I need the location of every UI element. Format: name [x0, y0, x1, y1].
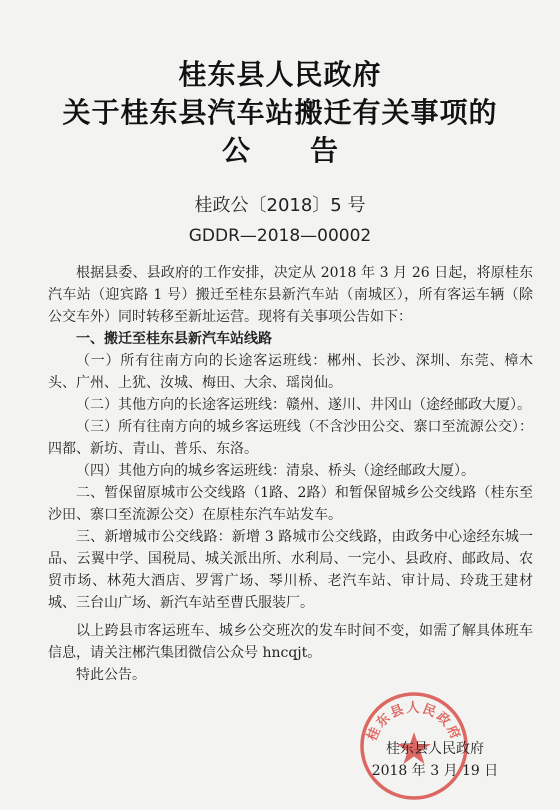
title-line-1: 桂东县人民政府	[178, 58, 382, 91]
paragraph-section-2: 二、暂保留原城市公交线路（1路、2路）和暂保留城乡公交线路（桂东至沙田、寨口至流源公交）在原桂东汽车站发车。	[48, 485, 533, 523]
paragraph-intro: 根据县委、县政府的工作安排，决定从 2018 年 3 月 26 日起，将原桂东汽车站（迎宾路 1 号）搬迁至桂东县新汽车站（南城区），所有客运车辆（除公交车外）同时转移至新址运营。现将有关事项公告如下：	[48, 265, 533, 325]
paragraph-end: 特此公告。	[76, 667, 146, 683]
signature-org: 桂东县人民政府	[386, 741, 484, 757]
signature-date: 2018 年 3 月 19 日	[371, 763, 499, 779]
paragraph-closing: 以上跨县市客运班车、城乡公交班次的发车时间不变，如需了解具体班车信息，请关注郴汽集团微信公众号 hncqjt。	[48, 623, 533, 661]
signature-block	[330, 738, 540, 782]
paragraph-1-4: （四）其他方向的城乡客运班线：清泉、桥头（途经邮政大厦）。	[76, 463, 475, 479]
paragraph-1-2: （二）其他方向的长途客运班线：赣州、遂川、井冈山（途经邮政大厦）。	[76, 397, 531, 413]
seal-text: 桂东县人民政府	[364, 701, 464, 744]
heading-section-1: 一、搬迁至桂东县新汽车站线路	[76, 331, 272, 347]
body-text	[48, 262, 533, 686]
title-line-3: 公告	[221, 134, 398, 167]
paragraph-section-3: 三、新增城市公交线路：新增 3 路城市公交线路，由政务中心途经东城一品、云翼中学、国税局、城关派出所、水利局、一完小、县政府、邮政局、农贸市场、林苑大酒店、罗霄广场、琴川桥、老汽车站、审计局、玲珑王建材城、三台山广场、新汽车站至曹氏服装厂。	[48, 529, 533, 611]
document-number: 桂政公〔2018〕5 号	[194, 195, 366, 216]
title-line-2: 关于桂东县汽车站搬迁有关事项的	[62, 96, 498, 129]
paragraph-1-3: （三）所有往南方向的城乡客运班线（不含沙田公交、寨口至流源公交）：四都、新坊、青山、普乐、东洛。	[48, 419, 533, 457]
paragraph-1-1: （一）所有往南方向的长途客运班线：郴州、长沙、深圳、东莞、樟木头、广州、上犹、汝城、梅田、大余、瑶岗仙。	[48, 353, 533, 391]
document-code: GDDR—2018—00002	[188, 226, 372, 246]
